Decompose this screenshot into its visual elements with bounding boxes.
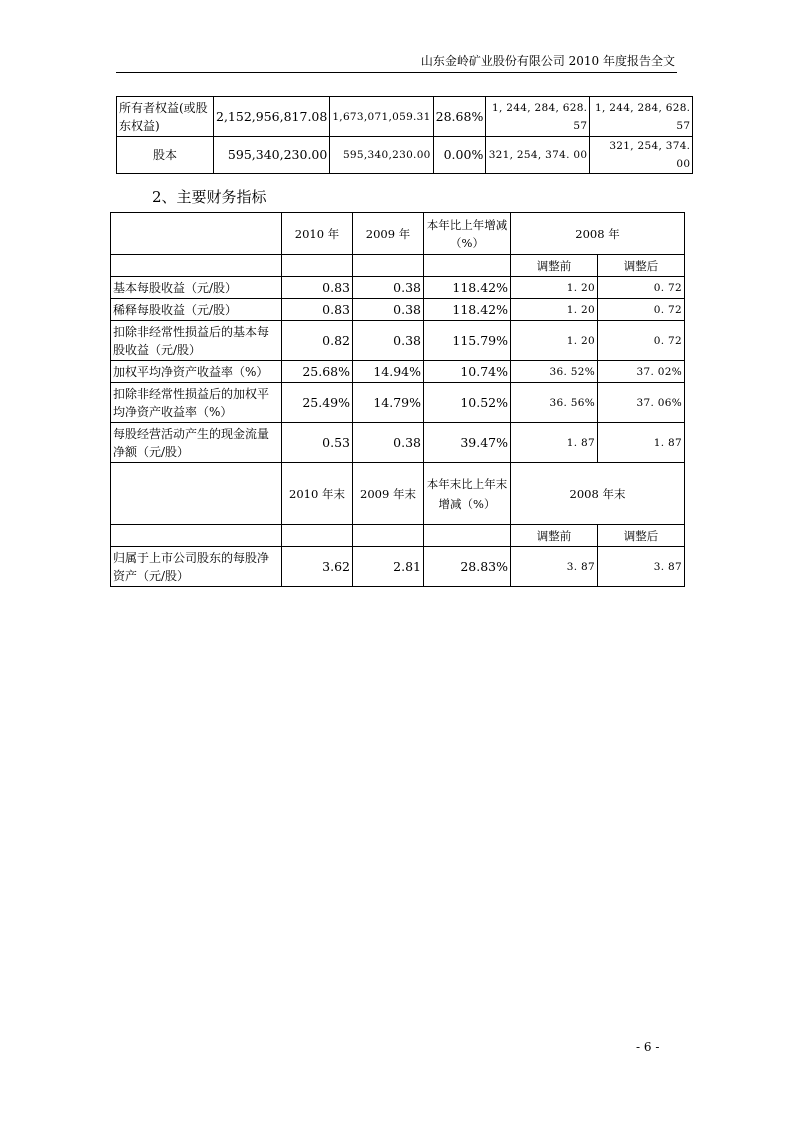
row-label: 所有者权益(或股东权益) xyxy=(117,97,214,137)
header-2008-end: 2008 年末 xyxy=(511,463,685,525)
value-after: 0. 72 xyxy=(598,321,685,361)
subheader-blank xyxy=(111,525,282,547)
value-2010: 0.53 xyxy=(282,423,353,463)
change-pct: 28.83% xyxy=(424,547,511,587)
value-2009: 595,340,230.00 xyxy=(330,137,433,174)
value-before: 1. 87 xyxy=(511,423,598,463)
equity-table xyxy=(116,96,693,174)
value-after: 1. 87 xyxy=(598,423,685,463)
change-pct: 118.42% xyxy=(424,277,511,299)
value-2010: 25.49% xyxy=(282,383,353,423)
value-2008-after: 1, 244, 284, 628. 57 xyxy=(590,97,693,137)
table-row xyxy=(111,547,685,587)
value-2010: 25.68% xyxy=(282,361,353,383)
subheader-blank xyxy=(424,525,511,547)
header-change: 本年比上年增减（%） xyxy=(424,213,511,255)
value-2008-after: 321, 254, 374. 00 xyxy=(590,137,693,174)
table-row xyxy=(117,97,693,137)
value-after: 0. 72 xyxy=(598,299,685,321)
value-2008-before: 1, 244, 284, 628. 57 xyxy=(486,97,590,137)
value-before: 36. 52% xyxy=(511,361,598,383)
financial-indicators-table xyxy=(110,212,685,587)
change-pct: 39.47% xyxy=(424,423,511,463)
value-2009: 14.79% xyxy=(353,383,424,423)
value-before: 36. 56% xyxy=(511,383,598,423)
subheader-after: 调整后 xyxy=(598,525,685,547)
page-number: - 6 - xyxy=(636,1040,660,1054)
value-after: 37. 06% xyxy=(598,383,685,423)
header-2010-end: 2010 年末 xyxy=(282,463,353,525)
value-2009: 0.38 xyxy=(353,321,424,361)
value-after: 37. 02% xyxy=(598,361,685,383)
subheader-blank xyxy=(111,255,282,277)
row-label: 基本每股收益（元/股） xyxy=(111,277,282,299)
value-2009: 0.38 xyxy=(353,277,424,299)
value-2009: 14.94% xyxy=(353,361,424,383)
subheader-after: 调整后 xyxy=(598,255,685,277)
value-after: 0. 72 xyxy=(598,277,685,299)
row-label: 归属于上市公司股东的每股净资产（元/股） xyxy=(111,547,282,587)
row-label: 稀释每股收益（元/股） xyxy=(111,299,282,321)
change-pct: 10.52% xyxy=(424,383,511,423)
row-label: 加权平均净资产收益率（%） xyxy=(111,361,282,383)
value-2009: 0.38 xyxy=(353,423,424,463)
value-2010: 3.62 xyxy=(282,547,353,587)
row-label: 扣除非经常性损益后的加权平均净资产收益率（%） xyxy=(111,383,282,423)
table-row xyxy=(117,137,693,174)
table-row xyxy=(111,423,685,463)
header-2009: 2009 年 xyxy=(353,213,424,255)
subheader-blank xyxy=(424,255,511,277)
value-2010: 0.82 xyxy=(282,321,353,361)
subheader-blank xyxy=(353,255,424,277)
subheader-row xyxy=(111,525,685,547)
value-2010: 0.83 xyxy=(282,277,353,299)
header-row xyxy=(111,213,685,255)
value-2009: 0.38 xyxy=(353,299,424,321)
subheader-before: 调整前 xyxy=(511,255,598,277)
subheader-blank xyxy=(282,525,353,547)
subheader-blank xyxy=(353,525,424,547)
value-after: 3. 87 xyxy=(598,547,685,587)
value-2009: 2.81 xyxy=(353,547,424,587)
value-2009: 1,673,071,059.31 xyxy=(330,97,433,137)
table-row xyxy=(111,383,685,423)
table-row xyxy=(111,361,685,383)
header-2010: 2010 年 xyxy=(282,213,353,255)
row-label: 每股经营活动产生的现金流量净额（元/股） xyxy=(111,423,282,463)
header-2008: 2008 年 xyxy=(511,213,685,255)
header-blank xyxy=(111,463,282,525)
subheader-before: 调整前 xyxy=(511,525,598,547)
section-title: 2、主要财务指标 xyxy=(152,188,267,206)
change-pct: 10.74% xyxy=(424,361,511,383)
value-2010: 0.83 xyxy=(282,299,353,321)
header-row xyxy=(111,463,685,525)
header-change-end: 本年末比上年末增减（%） xyxy=(424,463,511,525)
change-pct: 0.00% xyxy=(433,137,486,174)
header-rule xyxy=(116,72,677,73)
value-before: 1. 20 xyxy=(511,321,598,361)
subheader-row xyxy=(111,255,685,277)
subheader-blank xyxy=(282,255,353,277)
change-pct: 115.79% xyxy=(424,321,511,361)
header-2009-end: 2009 年末 xyxy=(353,463,424,525)
value-before: 3. 87 xyxy=(511,547,598,587)
change-pct: 28.68% xyxy=(433,97,486,137)
header-blank xyxy=(111,213,282,255)
row-label: 扣除非经常性损益后的基本每股收益（元/股） xyxy=(111,321,282,361)
row-label: 股本 xyxy=(117,137,214,174)
value-2008-before: 321, 254, 374. 00 xyxy=(486,137,590,174)
value-before: 1. 20 xyxy=(511,299,598,321)
value-2010: 2,152,956,817.08 xyxy=(214,97,330,137)
header-title: 山东金岭矿业股份有限公司 2010 年度报告全文 xyxy=(420,54,675,68)
value-2010: 595,340,230.00 xyxy=(214,137,330,174)
table-row xyxy=(111,277,685,299)
table-row xyxy=(111,321,685,361)
value-before: 1. 20 xyxy=(511,277,598,299)
table-row xyxy=(111,299,685,321)
change-pct: 118.42% xyxy=(424,299,511,321)
